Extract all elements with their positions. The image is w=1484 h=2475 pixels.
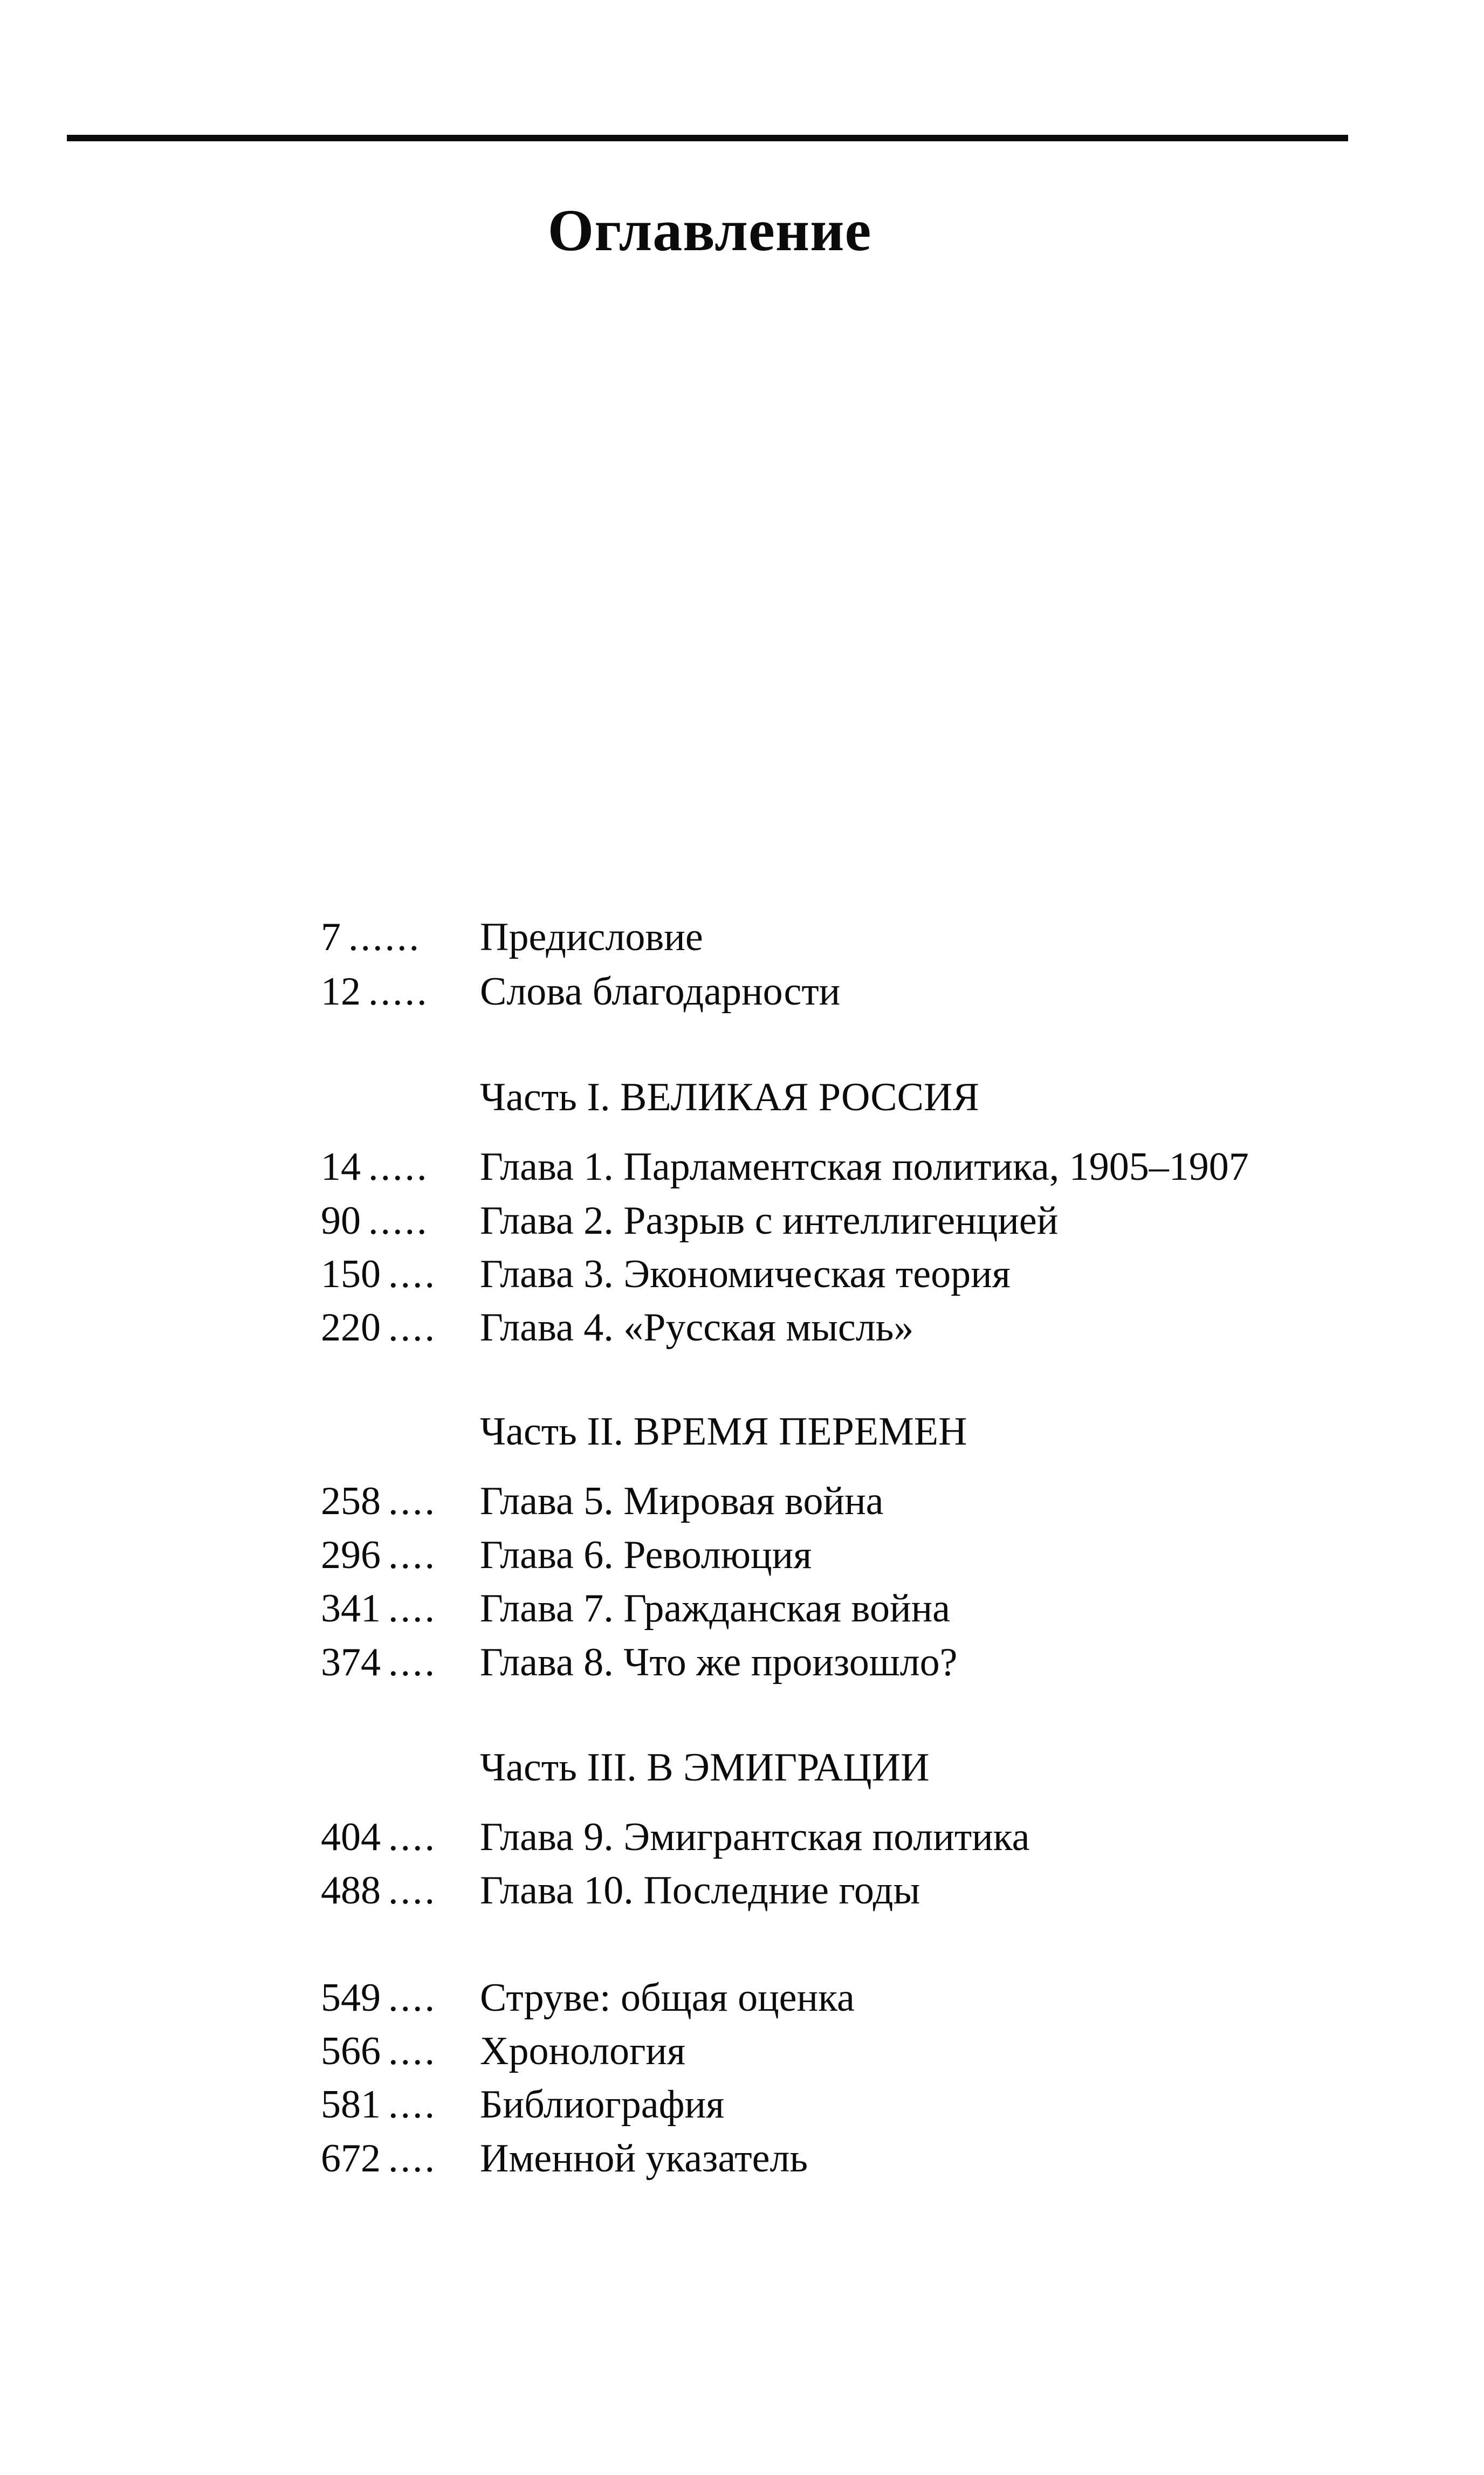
toc-entry-chapter-10[interactable] [321,1864,920,1917]
toc-leader: .... [388,1868,437,1913]
part-heading-2: Часть II. ВРЕМЯ ПЕРЕМЕН [480,1410,967,1454]
toc-entry-chapter-8[interactable] [321,1635,958,1689]
toc-entry-chapter-3[interactable] [321,1247,1011,1301]
toc-leader: .... [388,1976,437,2020]
part-heading-3: Часть III. В ЭМИГРАЦИИ [480,1745,930,1790]
toc-entry-title: Библиография [480,2082,725,2127]
toc-page-number: 404 [321,1815,381,1859]
toc-page-number: 150 [321,1252,381,1296]
toc-page-number: 566 [321,2029,381,2073]
toc-entry-chronology[interactable] [321,2024,685,2078]
toc-entry-title: Глава 7. Гражданская война [480,1586,951,1631]
toc-page-number: 672 [321,2136,381,2181]
toc-leader: .... [388,1815,437,1859]
toc-leader: .... [388,1479,437,1523]
toc-page-number: 296 [321,1533,381,1577]
toc-entry-chapter-6[interactable] [321,1528,812,1582]
toc-page-number: 90 [321,1199,361,1243]
toc-entry-title: Глава 1. Парламентская политика, 1905–1907 [480,1145,1249,1189]
toc-entry-assessment[interactable] [321,1971,855,2025]
toc-leader: .... [388,1533,437,1577]
toc-leader: ..... [368,970,429,1014]
toc-entry-preface[interactable] [321,910,703,964]
toc-entry-name-index[interactable] [321,2132,808,2185]
toc-entry-title: Глава 4. «Русская мысль» [480,1305,914,1350]
toc-page-number: 549 [321,1976,381,2020]
part-heading-1: Часть I. ВЕЛИКАЯ РОССИЯ [480,1075,979,1119]
toc-entry-title: Хронология [480,2029,685,2073]
toc-page-number: 7 [321,915,341,959]
toc-page-number: 341 [321,1586,381,1631]
toc-page-number: 12 [321,970,361,1014]
toc-entry-title: Предисловие [480,915,703,959]
toc-entry-acknowledgements[interactable] [321,965,841,1019]
toc-entry-chapter-1[interactable] [321,1140,1249,1194]
toc-page-number: 14 [321,1145,361,1189]
toc-leader: .... [388,2029,437,2073]
toc-entry-title: Струве: общая оценка [480,1976,855,2020]
toc-entry-title: Слова благодарности [480,970,841,1014]
toc-leader: .... [388,1305,437,1350]
toc-page-number: 258 [321,1479,381,1523]
toc-leader: .... [388,1586,437,1631]
toc-page-number: 488 [321,1868,381,1913]
toc-leader: ..... [368,1145,429,1189]
toc-entry-title: Именной указатель [480,2136,808,2181]
toc-entry-chapter-2[interactable] [321,1194,1059,1248]
toc-page-number: 374 [321,1640,381,1685]
toc-entry-title: Глава 3. Экономическая теория [480,1252,1011,1296]
toc-entry-chapter-7[interactable] [321,1582,951,1635]
toc-entry-title: Глава 5. Мировая война [480,1479,884,1523]
toc-entry-chapter-5[interactable] [321,1474,884,1528]
toc-entry-title: Глава 8. Что же произошло? [480,1640,958,1685]
toc-leader: .... [388,2136,437,2181]
toc-page-number: 581 [321,2082,381,2127]
toc-entry-title: Глава 6. Революция [480,1533,812,1577]
toc-leader: ..... [368,1199,429,1243]
toc-entry-chapter-9[interactable] [321,1810,1030,1864]
toc-leader: .... [388,2082,437,2127]
toc-entry-title: Глава 2. Разрыв с интеллигенцией [480,1199,1059,1243]
toc-entry-bibliography[interactable] [321,2078,725,2132]
top-rule [67,135,1348,141]
toc-leader: .... [388,1640,437,1685]
toc-entry-title: Глава 10. Последние годы [480,1868,920,1913]
toc-page-number: 220 [321,1305,381,1350]
toc-leader: ...... [348,915,421,959]
toc-entry-title: Глава 9. Эмигрантская политика [480,1815,1030,1859]
toc-leader: .... [388,1252,437,1296]
toc-entry-chapter-4[interactable] [321,1301,914,1355]
page-title: Оглавление [547,197,872,263]
